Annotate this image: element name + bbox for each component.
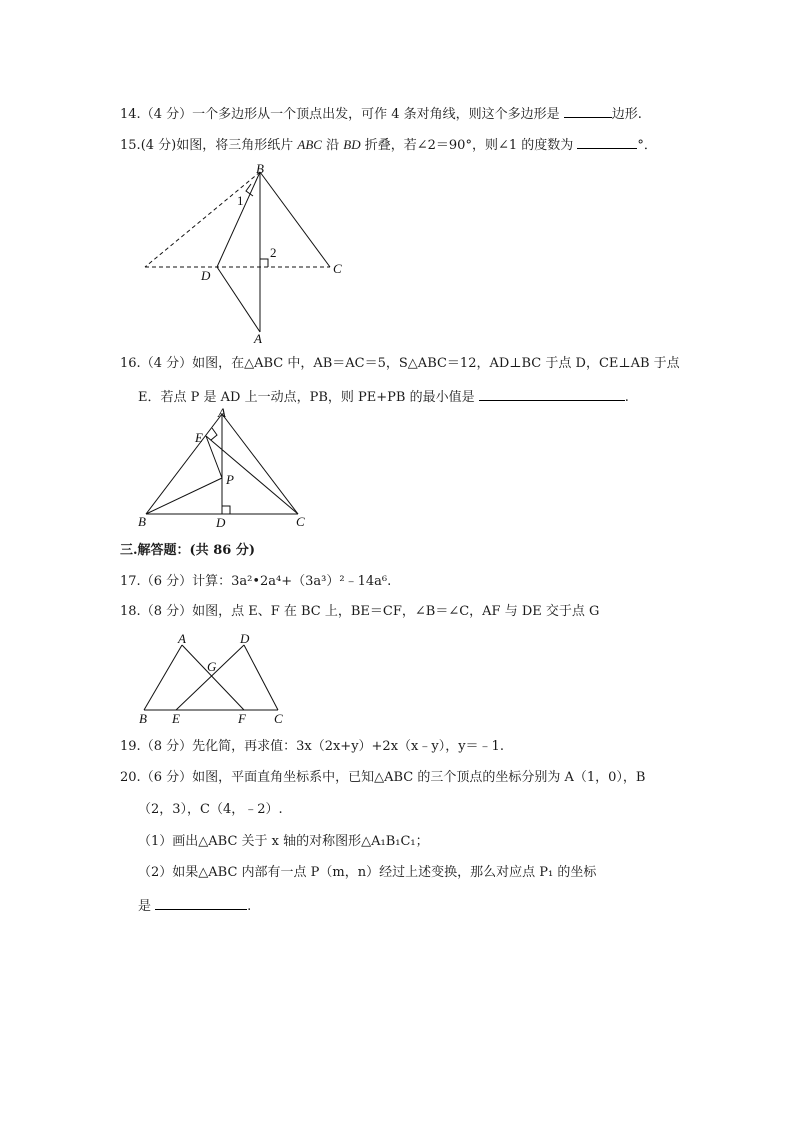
q14-score: （4 分） xyxy=(140,107,193,122)
q20-number: 20. xyxy=(120,770,141,785)
q18-segment-ab xyxy=(144,645,182,710)
question-20-line-1 xyxy=(120,769,645,787)
q15-number: 15. xyxy=(120,138,141,153)
q18-label-e: E xyxy=(172,711,180,726)
q15-suffix: °． xyxy=(637,138,657,153)
q15-figure xyxy=(130,160,360,350)
q20-score: （6 分） xyxy=(140,770,193,785)
q15-abc: ABC xyxy=(297,137,322,152)
q15-text-c: 折叠，若∠2＝90°，则∠1 的度数为 xyxy=(364,138,574,153)
question-16-line-1 xyxy=(120,355,680,373)
q18-label-b: B xyxy=(139,711,147,726)
q16-number: 16. xyxy=(120,356,141,371)
q15-label-2: 2 xyxy=(270,245,277,260)
q19-number: 19. xyxy=(120,739,141,754)
q16-label-d: D xyxy=(216,515,226,530)
q18-label-a: A xyxy=(178,631,186,646)
q17-prefix: 计算： xyxy=(192,574,232,589)
question-19 xyxy=(120,738,504,756)
q15-label-b: B xyxy=(256,161,264,176)
q18-text: 如图，点 E、F 在 BC 上，BE＝CF，∠B＝∠C，AF 与 DE 交于点 G xyxy=(192,604,600,619)
q14-suffix: 边形. xyxy=(611,107,642,122)
q18-figure xyxy=(134,630,294,728)
question-14 xyxy=(120,104,642,124)
q16-line-1-text: 如图，在△ABC 中，AB＝AC＝5，S△ABC＝12，AD⊥BC 于点 D，CE⊥AB 于点 xyxy=(192,356,680,371)
q16-score: （4 分） xyxy=(140,356,193,371)
q16-segment-pb xyxy=(146,478,222,514)
q20-answer-prefix: 是 xyxy=(138,899,152,914)
q19-score: （8 分） xyxy=(140,739,193,754)
question-20-line-2: （2，3），C（4，﹣2）. xyxy=(138,802,283,817)
q16-label-p: P xyxy=(226,472,234,487)
q18-number: 18. xyxy=(120,604,141,619)
q14-answer-blank[interactable] xyxy=(564,104,612,118)
q18-segment-dc xyxy=(244,645,278,710)
q15-fold-dashed-bd xyxy=(145,172,260,267)
q16-side-ab xyxy=(146,414,222,514)
q16-side-ac xyxy=(222,414,298,514)
question-17 xyxy=(120,573,391,591)
q15-text-b: 沿 xyxy=(326,138,340,153)
question-18 xyxy=(120,603,599,621)
question-16-line-2 xyxy=(138,387,629,407)
q18-segment-de xyxy=(176,645,244,710)
q15-answer-blank[interactable] xyxy=(577,135,637,149)
q17-number: 17. xyxy=(120,574,141,589)
question-20-part-2-answer xyxy=(138,896,251,916)
q15-text-a: 如图，将三角形纸片 xyxy=(176,138,294,153)
q16-right-angle-e xyxy=(211,428,217,440)
q18-label-c: C xyxy=(274,711,283,726)
q18-label-d: D xyxy=(240,631,250,646)
q20-answer-suffix: . xyxy=(247,899,252,914)
q20-line-1-text: 如图，平面直角坐标系中，已知△ABC 的三个顶点的坐标分别为 A（1，0），B xyxy=(192,770,646,785)
question-20-part-2: （2）如果△ABC 内部有一点 P（m，n）经过上述变换，那么对应点 P₁ 的坐标 xyxy=(138,865,597,880)
q15-label-d: D xyxy=(201,268,211,283)
q16-label-c: C xyxy=(296,514,305,529)
q16-line-2-text: E．若点 P 是 AD 上一动点，PB，则 PE+PB 的最小值是 xyxy=(138,390,475,405)
q16-right-angle-d xyxy=(222,506,230,514)
q16-segment-ce xyxy=(206,436,298,514)
q20-answer-blank[interactable] xyxy=(155,896,247,910)
question-20-part-1: （1）画出△ABC 关于 x 轴的对称图形△A₁B₁C₁； xyxy=(138,834,429,849)
q17-expression: 3a²•2a⁴+（3a³）²﹣14a⁶. xyxy=(231,574,392,589)
q15-right-angle-mark xyxy=(260,259,268,267)
q16-label-a: A xyxy=(218,406,226,420)
q18-label-f: F xyxy=(238,711,246,726)
q15-label-1: 1 xyxy=(237,193,244,208)
q17-score: （6 分） xyxy=(140,574,193,589)
section-3-heading: 三.解答题：(共 86 分) xyxy=(120,543,255,558)
q15-score: (4 分) xyxy=(140,138,177,153)
q18-label-g: G xyxy=(207,659,217,674)
q14-text: 一个多边形从一个顶点出发，可作 4 条对角线，则这个多边形是 xyxy=(192,107,560,122)
q15-label-c: C xyxy=(333,261,342,276)
q15-label-a: A xyxy=(254,331,262,346)
q14-number: 14. xyxy=(120,107,141,122)
q16-answer-blank[interactable] xyxy=(479,387,625,401)
q16-line-2-end: . xyxy=(624,390,629,405)
question-15 xyxy=(120,135,657,155)
q16-label-e: E xyxy=(195,430,203,445)
q18-score: （8 分） xyxy=(140,604,193,619)
q18-segment-af xyxy=(182,645,244,710)
q15-line-bd xyxy=(217,172,260,267)
q16-figure xyxy=(134,406,314,532)
q19-text: 先化简，再求值：3x（2x+y）+2x（x﹣y），y＝﹣1. xyxy=(192,739,504,754)
q15-bd: BD xyxy=(343,137,361,152)
q16-label-b: B xyxy=(138,514,146,529)
q15-line-da xyxy=(217,267,260,332)
